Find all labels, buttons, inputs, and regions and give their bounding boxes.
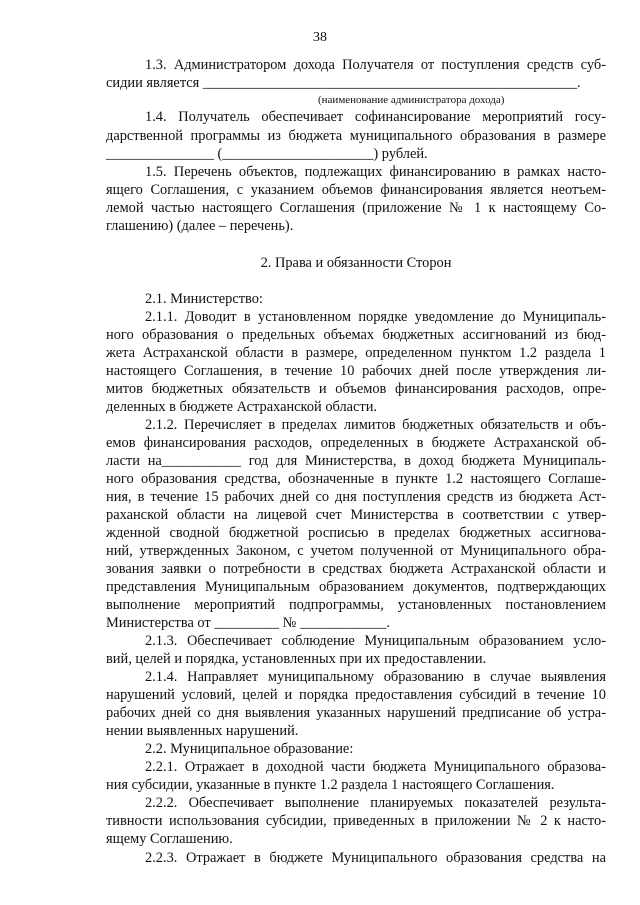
text-line: 2.1.3. Обеспечивает соблюдение Муниципальным образованием усло- <box>145 633 606 649</box>
text-line: 2.2. Муниципальное образование: <box>145 741 354 757</box>
text-line: ного образования о предельных объемах бюджетных ассигнований из бюд- <box>106 327 606 343</box>
text-line: _______________ (_____________________) рублей. <box>106 146 428 162</box>
text-line: емов финансирования расходов, определенных в бюджете Астраханской об- <box>106 435 606 451</box>
section-heading: 2. Права и обязанности Сторон <box>260 255 452 271</box>
text-line: ящему Соглашению. <box>106 831 233 847</box>
text-line: 1.5. Перечень объектов, подлежащих финансированию в рамках насто- <box>145 164 606 180</box>
text-line: 2.1. Министерство: <box>145 291 263 307</box>
text-line: 2.1.1. Доводит в установленном порядке уведомление до Муниципаль- <box>145 309 606 325</box>
text-line: выполнение мероприятий подпрограммы, установленных постановлением <box>106 597 606 613</box>
text-line: тивности использования субсидии, приведенных в приложении № 2 к насто- <box>106 813 606 829</box>
text-line: лемой частью настоящего Соглашения (приложение № 1 к настоящему Со- <box>106 200 606 216</box>
text-line: 2.1.2. Перечисляет в пределах лимитов бюджетных обязательств и объ- <box>145 417 606 433</box>
text-line: сидии является ____________________________________________________. <box>106 75 581 91</box>
text-line: зования заявки о потребности в средствах бюджета Астраханской области и <box>106 561 606 577</box>
text-line: жета Астраханской области в размере, определенном пунктом 1.2 раздела 1 <box>106 345 606 361</box>
text-line: вий, целей и порядка, установленных при их предоставлении. <box>106 651 487 667</box>
text-line: 2.2.2. Обеспечивает выполнение планируемых показателей результа- <box>145 795 606 811</box>
field-caption: (наименование администратора дохода) <box>318 94 505 106</box>
text-line: 1.4. Получатель обеспечивает софинансирование мероприятий госу- <box>145 109 606 125</box>
text-line: настоящего Соглашения, в течение 10 рабочих дней после утверждения ли- <box>106 363 606 379</box>
text-line: ящего Соглашения, с указанием объемов финансирования является неотъем- <box>106 182 606 198</box>
text-line: глашению) (далее – перечень). <box>106 218 294 234</box>
text-line: 2.2.3. Отражает в бюджете Муниципального образования средства на <box>145 850 606 866</box>
text-line: 2.2.1. Отражает в доходной части бюджета Муниципального образова- <box>145 759 606 775</box>
text-line: нарушений условий, целей и порядка предоставления субсидий в течение 10 <box>106 687 606 703</box>
text-line: дарственной программы из бюджета муниципального образования в размере <box>106 128 606 144</box>
text-line: раханской области на лицевой счет Министерства в соответствии с утвер- <box>106 507 606 523</box>
text-line: ний, утвержденных Законом, с учетом полученной от Муниципального обра- <box>106 543 606 559</box>
text-line: Министерства от _________ № ____________. <box>106 615 390 631</box>
text-line: 2.1.4. Направляет муниципальному образованию в случае выявления <box>145 669 606 685</box>
text-line: представления Муниципальным образованием документов, подтверждающих <box>106 579 606 595</box>
text-line: нении выявленных нарушений. <box>106 723 299 739</box>
text-line: ния, в течение 15 рабочих дней со дня поступления средств из бюджета Аст- <box>106 489 606 505</box>
text-line: деленных в бюджете Астраханской области. <box>106 399 378 415</box>
text-line: митов бюджетных обязательств и объемов финансирования расходов, опре- <box>106 381 606 397</box>
page-number: 38 <box>313 30 327 45</box>
text-line: жденной сводной бюджетной росписью в пределах бюджетных ассигнова- <box>106 525 606 541</box>
text-line: рабочих дней со дня выявления указанных нарушений предписание об устра- <box>106 705 606 721</box>
text-line: 1.3. Администратором дохода Получателя от поступления средств суб- <box>145 57 606 73</box>
text-line: ного образования средства, обозначенные в пункте 1.2 настоящего Соглаше- <box>106 471 606 487</box>
text-line: ния субсидии, указанные в пункте 1.2 раздела 1 настоящего Соглашения. <box>106 777 555 793</box>
text-line: ласти на___________ год для Министерства, в доход бюджета Муниципаль- <box>106 453 606 469</box>
